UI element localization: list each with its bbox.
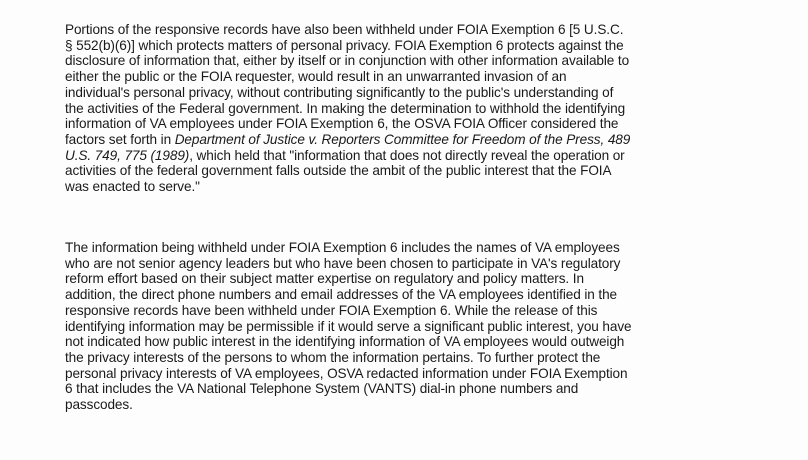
paragraph-line: activities of the federal government falls outside the ambit of the public interest that the FOIA bbox=[65, 163, 612, 179]
paragraph-line: § 552(b)(6)] which protects matters of personal privacy. FOIA Exemption 6 protects against the bbox=[65, 37, 624, 53]
paragraph-line: either the public or the FOIA requester, would result in an unwarranted invasion of an bbox=[65, 69, 567, 85]
paragraph-line: who are not senior agency leaders but who have been chosen to participate in VA's regulatory bbox=[65, 255, 621, 271]
paragraph-withheld-information bbox=[65, 240, 737, 413]
paragraph-line: the privacy interests of the persons to whom the information pertains. To further protect the bbox=[65, 349, 601, 365]
paragraph-line: The information being withheld under FOIA Exemption 6 includes the names of VA employees bbox=[65, 240, 620, 255]
paragraph-line: individual's personal privacy, without contributing significantly to the public's understanding of bbox=[65, 84, 614, 100]
paragraph-line: was enacted to serve." bbox=[65, 179, 200, 195]
paragraph-line bbox=[65, 132, 737, 148]
paragraph-line: addition, the direct phone numbers and email addresses of the VA employees identified in the bbox=[65, 287, 618, 303]
paragraph-line bbox=[65, 148, 737, 164]
paragraph-line: Portions of the responsive records have also been withheld under FOIA Exemption 6 [5 U.S.C. bbox=[65, 22, 624, 37]
paragraph-line: the activities of the Federal government. In making the determination to withhold the identifying bbox=[65, 100, 626, 116]
paragraph-line-text: factors set forth in bbox=[65, 131, 175, 147]
case-name-citation: Department of Justice v. Reporters Committee for Freedom of the Press, 489 bbox=[174, 131, 631, 147]
paragraph-line: identifying information may be permissible if it would serve a significant public interest, you have bbox=[65, 318, 632, 334]
case-reporter-citation: U.S. 749, 775 (1989) bbox=[65, 147, 190, 163]
paragraph-line: not indicated how public interest in the identifying information of VA employees would outweigh bbox=[65, 334, 625, 350]
paragraph-line: responsive records have been withheld under FOIA Exemption 6. While the release of this bbox=[65, 302, 598, 318]
paragraph-line: 6 that includes the VA National Telephone System (VANTS) dial-in phone numbers and bbox=[65, 381, 579, 397]
paragraph-line: information of VA employees under FOIA Exemption 6, the OSVA FOIA Officer considered the bbox=[65, 116, 619, 132]
paragraph-line: passcodes. bbox=[65, 397, 133, 413]
paragraph-line-text: , which held that "information that does not directly reveal the operation or bbox=[189, 147, 625, 163]
paragraph-line: reform effort based on their subject matter expertise on regulatory and policy matters. In bbox=[65, 271, 584, 287]
paragraph-line: disclosure of information that, either by itself or in conjunction with other information available to bbox=[65, 53, 630, 69]
paragraph-exemption-6-overview bbox=[65, 22, 737, 195]
paragraph-line: personal privacy interests of VA employees, OSVA redacted information under FOIA Exemption bbox=[65, 365, 628, 381]
